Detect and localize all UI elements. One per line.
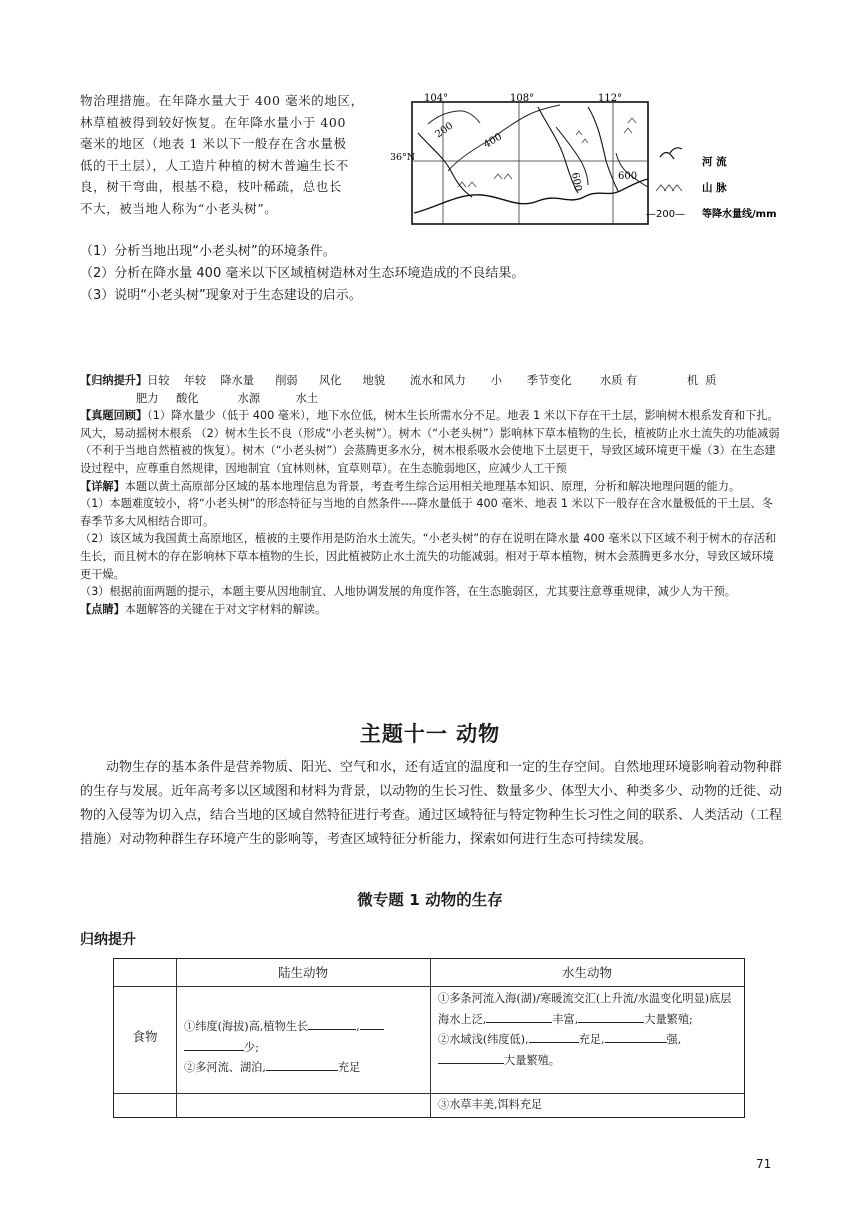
answer-blank bbox=[578, 1010, 644, 1023]
lon-label-108: 108° bbox=[510, 93, 535, 104]
lon-label-104: 104° bbox=[424, 93, 449, 104]
land-text: ②多河流、湖泊, bbox=[184, 1061, 266, 1074]
land-item-1-cont bbox=[184, 1038, 424, 1059]
question-1: （1）分析当地出现“小老头树”的环境条件。 bbox=[80, 244, 336, 259]
table-divider bbox=[114, 1093, 744, 1094]
detail-answer bbox=[80, 478, 782, 496]
question-2: （2）分析在降水量 400 毫米以下区域植树造林对生态环境造成的不良结果。 bbox=[80, 266, 525, 281]
water-text: 大量繁殖; bbox=[644, 1012, 693, 1026]
summary-heading: 归纳提升 bbox=[80, 932, 136, 948]
isohyet-label-600b: 600 bbox=[618, 171, 638, 182]
review-label: 【真题回顾】 bbox=[80, 409, 148, 423]
water-text: 强, bbox=[666, 1033, 682, 1046]
land-text: ①纬度(海拔)高,植物生长 bbox=[184, 1020, 309, 1033]
river-branch-1 bbox=[418, 133, 472, 197]
intro-paragraph bbox=[80, 90, 380, 220]
legend-mountain-label: 山 脉 bbox=[702, 182, 727, 194]
subtopic-title: 微专题 1 动物的生存 bbox=[357, 891, 503, 909]
summary-line-1: 日较 年较 降水量 削弱 风化 地貌 流水和风力 小 季节变化 水质 有 机 质 bbox=[147, 374, 717, 387]
intro-line: 良，树干弯曲，根基不稳，枝叶稀疏，总也长 bbox=[80, 179, 343, 195]
water-item-1 bbox=[438, 989, 740, 1030]
legend-river-symbol bbox=[660, 148, 682, 159]
animal-food-table bbox=[113, 958, 745, 1118]
answer-blank bbox=[486, 1010, 552, 1023]
water-item-2 bbox=[438, 1030, 740, 1051]
table-divider bbox=[114, 986, 744, 987]
detail-2: （2）该区域为我国黄土高原地区，植被的主要作用是防治水土流失。“小老头树”的存在说明在降水量 400 毫米以下区域不利于树木的存活和生长，而且树木的存在影响林下草本植物的生长，因此植被防止水土流失的功能减弱。相对于草本植物，树木会蒸腾更多水分，导致区域环境更干燥。 bbox=[80, 532, 777, 581]
answer-block bbox=[80, 372, 782, 618]
summary-answer bbox=[80, 372, 782, 390]
tip-answer bbox=[80, 601, 782, 619]
water-food-cell bbox=[438, 989, 740, 1071]
mountain-marks bbox=[458, 118, 636, 187]
theme-description: 动物生存的基本条件是营养物质、阳光、空气和水，还有适宜的温度和一定的生存空间。自然地理环境影响着动物种群的生存与发展。近年高考多以区域图和材料为背景，以动物的生长习性、数量多少、体型大小、种类多少、动物的迁徙、动物的入侵等为切入点，结合当地的区域自然特征进行考查。通过区域特征与特定物种生长习性之间的联系、人类活动（工程措施）对动物种群生存环境产生的影响等，考查区域特征分析能力，探索如何进行生态可持续发展。 bbox=[80, 760, 783, 847]
land-item-1: ①纬度(海拔)高,植物生长 , bbox=[184, 1017, 424, 1038]
lon-label-112: 112° bbox=[598, 93, 623, 104]
water-text: 大量繁殖。 bbox=[504, 1053, 560, 1067]
intro-line: 低的干土层），人工造片种植的树木普遍生长不 bbox=[80, 157, 349, 173]
answer-blank bbox=[438, 1051, 504, 1064]
answer-blank bbox=[184, 1038, 244, 1051]
intro-line: 不大，被当地人称为“小老头树”。 bbox=[80, 200, 278, 216]
legend-isohyet-label: 等降水量线/mm bbox=[702, 209, 777, 220]
tip-label: 【点睛】 bbox=[80, 602, 125, 616]
intro-line: 毫米的地区（地表 1 米以下一般存在含水量极 bbox=[80, 136, 347, 152]
answer-blank bbox=[266, 1058, 338, 1071]
tip-text: 本题解答的关键在于对文字材料的解读。 bbox=[124, 602, 327, 616]
detail-text: 本题以黄土高原部分区域的基本地理信息为背景，考查考生综合运用相关地理基本知识、原理，分析和解决地理问题的能力。 bbox=[124, 479, 741, 493]
isohyet-line-200 bbox=[428, 111, 480, 124]
isohyet-label-400: 400 bbox=[482, 131, 505, 151]
lat-label-36n: 36°N bbox=[390, 152, 416, 163]
legend-mountain-symbol bbox=[656, 185, 682, 191]
map-frame bbox=[412, 102, 648, 224]
detail-1: （1）本题难度较小，将“小老头树”的形态特征与当地的自然条件----降水量低于 400 毫米、地表 1 米以下一般存在含水量极低的干土层、冬春季节多大风相结合即可。 bbox=[80, 497, 773, 528]
review-answer bbox=[80, 407, 782, 477]
water-text: 丰富, bbox=[552, 1012, 579, 1026]
answer-blank bbox=[529, 1030, 579, 1043]
answer-blank bbox=[308, 1017, 356, 1030]
summary-line-2: 肥力 酸化 水源 水土 bbox=[136, 391, 318, 405]
page-number: 71 bbox=[756, 1157, 772, 1171]
header-land-animals: 陆生动物 bbox=[277, 965, 328, 980]
isohyet-label-200: 200 bbox=[433, 120, 456, 141]
questions-block bbox=[80, 241, 780, 307]
summary-label: 【归纳提升】 bbox=[80, 374, 148, 387]
detail-3: （3）根据前面两题的提示，本题主要从因地制宜、人地协调发展的角度作答，在生态脆弱区，尤其要注意尊重规律，减少人为干预。 bbox=[80, 585, 736, 599]
land-text: 充足 bbox=[337, 1061, 361, 1074]
legend-isohyet-prefix: —200— bbox=[646, 209, 686, 220]
water-item-2-cont bbox=[438, 1051, 740, 1072]
land-food-cell bbox=[184, 1017, 424, 1079]
river-branch-3 bbox=[588, 107, 618, 191]
review-text: （1）降水量少（低于 400 毫米），地下水位低，树木生长所需水分不足。地表 1 米以下存在干土层，影响树木根系发育和下扎。风大，易动摇树木根系 （2）树木生长不良（形成“小老头树”）。树木（“小老头树”）影响林下草本植物的生长，植被防止水土流失的功能减弱（不利于当地自然植被的恢复）。树木（“小老头树”）会蒸腾更多水分，树木根系吸水会使地下土层更干，导致区域环境更干燥（3）在生态建设过程中，应尊重自然规律，因地制宜（宜林则林，宜草则草）。在生态脆弱地区，应减少人工干预 bbox=[80, 409, 780, 475]
land-text: 少; bbox=[244, 1040, 259, 1054]
isohyet-label-600a: 600 bbox=[569, 171, 584, 193]
summary-answer-cont bbox=[80, 390, 782, 408]
header-water-animals: 水生动物 bbox=[561, 965, 612, 980]
water-text: ②水域浅(纬度低), bbox=[438, 1033, 529, 1046]
row-label-food: 食物 bbox=[132, 1029, 158, 1044]
intro-line: 物治理措施。在年降水量大于 400 毫米的地区， bbox=[80, 93, 364, 108]
water-text: ①多条河流入海(湖)/寒暖流交汇(上升流/水温变化明显)底层海水上泛, bbox=[438, 992, 732, 1026]
water-text: 充足, bbox=[578, 1033, 605, 1046]
intro-line: 林草植被得到较好恢复。在年降水量小于 400 bbox=[80, 114, 347, 130]
isohyet-map-figure bbox=[388, 93, 788, 228]
land-item-2 bbox=[184, 1058, 424, 1079]
detail-label: 【详解】 bbox=[80, 479, 125, 493]
legend-river-label: 河 流 bbox=[702, 156, 727, 168]
theme-title: 主题十一 动物 bbox=[359, 722, 501, 746]
answer-blank bbox=[605, 1030, 667, 1043]
water-item-3: ③水草丰美,饵料充足 bbox=[438, 1098, 543, 1111]
question-3: （3）说明“小老头树”现象对于生态建设的启示。 bbox=[80, 288, 362, 303]
answer-blank bbox=[360, 1017, 384, 1030]
